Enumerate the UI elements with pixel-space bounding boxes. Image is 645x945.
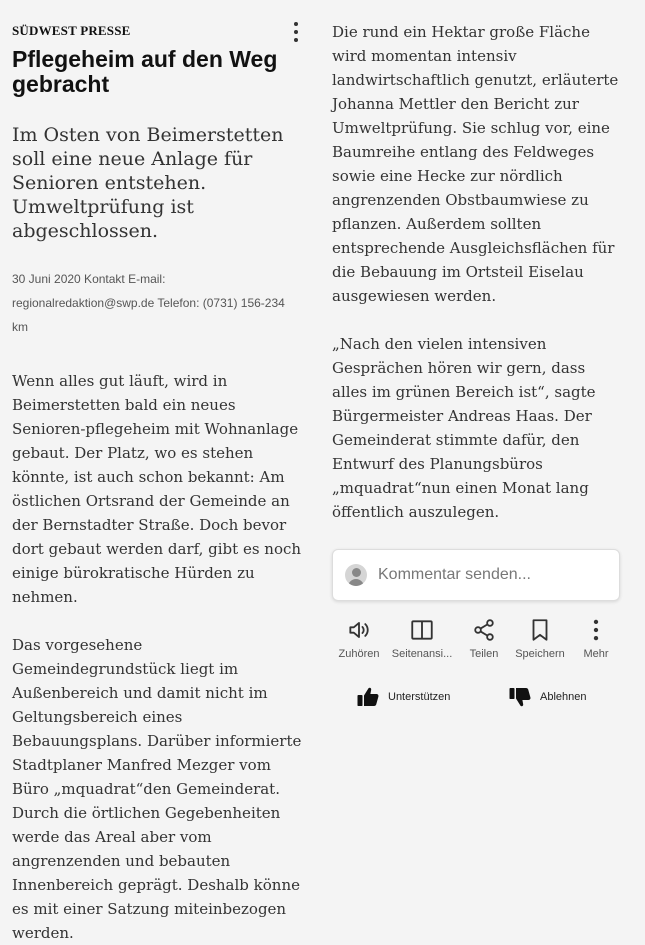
thumbs-up-icon (356, 685, 380, 709)
support-button[interactable] (356, 684, 450, 710)
article-paragraph: Wenn alles gut läuft, wird in Beimerstetten bald ein neues Senioren-pflegeheim mit Wohnanlage gebaut. Der Platz, wo es stehen könnte, ist auch schon bekannt: Am östlichen Ortsrand der Gemeinde an der Bernstadter Straße. Doch bevor dort gebaut werden darf, gibt es noch einige bürokratische Hürden zu nehmen. (12, 372, 302, 606)
reject-label: Ablehnen (540, 691, 587, 703)
action-label: Speichern (515, 648, 565, 660)
share-icon (471, 617, 497, 643)
action-label: Seitenansi... (391, 648, 453, 660)
article-paragraph: Das vorgesehene Gemeindegrundstück liegt im Außenbereich und damit nicht im Geltungsbereich eines Bebauungsplans. Darüber informierte Stadtplaner Manfred Mezger vom Büro „mquadrat“den Gemeinderat. Durch die örtlichen Gegebenheiten werde das Areal aber vom angrenzenden und bebauten Innenbereich geprägt. Deshalb könne es mit einer Satzung miteinbezogen werden. (12, 636, 302, 942)
article-lead: Im Osten von Beimerstetten soll eine neue Anlage für Senioren entstehen. Umweltprüfung ist abgeschlossen. (12, 124, 284, 242)
more-vertical-icon (583, 617, 609, 643)
avatar (345, 564, 367, 586)
comment-input[interactable] (332, 549, 620, 601)
bookmark-icon (527, 617, 553, 643)
split-view-icon (409, 617, 435, 643)
save-button[interactable] (510, 617, 570, 660)
action-label: Zuhören (338, 648, 380, 660)
article-headline: Pflegeheim auf den Weg gebracht (12, 46, 278, 97)
support-label: Unterstützen (388, 691, 451, 703)
article-paragraph: Die rund ein Hektar große Fläche wird momentan intensiv landwirtschaftlich genutzt, erläuterte Johanna Mettler den Bericht zur Umweltprüfung. Sie schlug vor, eine Baumreihe entlang des Feldweges sowie eine Hecke zur nördlich angrenzenden Obstbaumwiese zu pflanzen. Außerdem sollten entsprechende Ausgleichsflächen für die Bebauung im Ortsteil Eiselau ausgewiesen werden. (332, 23, 619, 305)
comment-placeholder: Kommentar senden... (378, 566, 531, 583)
action-label: Teilen (469, 648, 499, 660)
article-meta: 30 Juni 2020 Kontakt E-mail: regionalredaktion@swp.de Telefon: (0731) 156-234 km (12, 272, 285, 334)
page-view-button[interactable] (392, 617, 452, 660)
share-button[interactable] (454, 617, 514, 660)
article-paragraph: „Nach den vielen intensiven Gesprächen hören wir gern, dass alles im grünen Bereich ist“, sagte Bürgermeister Andreas Haas. Der Gemeinderat stimmte dafür, den Entwurf des Planungsbüros „mquadrat“nun einen Monat lang öffentlich auszulegen. (332, 335, 596, 521)
speaker-icon (346, 617, 372, 643)
action-label: Mehr (583, 648, 609, 660)
action-bar (332, 617, 622, 665)
listen-button[interactable] (329, 617, 389, 660)
reject-button[interactable] (508, 684, 587, 710)
article-left-column (12, 20, 302, 945)
publisher-name: SÜDWEST PRESSE (12, 23, 131, 38)
article-more-menu-button[interactable] (288, 22, 304, 42)
article-right-column (332, 20, 624, 524)
thumbs-down-icon (508, 685, 532, 709)
more-vertical-icon (294, 22, 298, 26)
more-button[interactable] (566, 617, 626, 660)
